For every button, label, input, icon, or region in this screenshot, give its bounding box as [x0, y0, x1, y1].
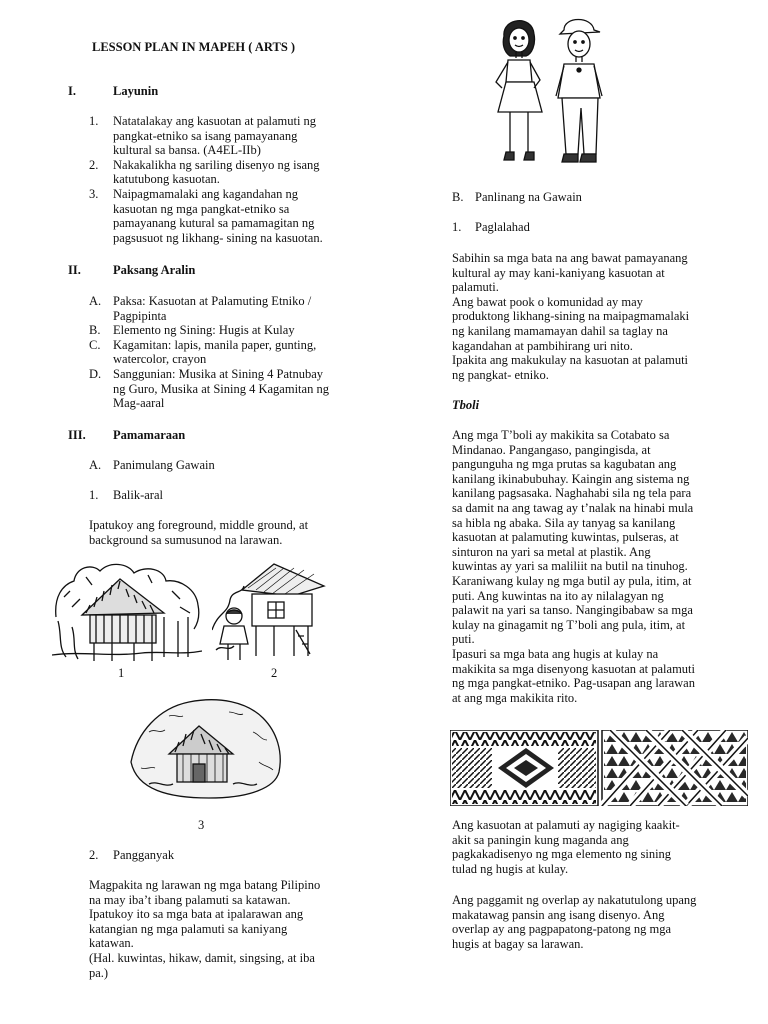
paglalahad-paragraph: Sabihin sa mga bata na ang bawat pamayanang kultural ay may kani-kaniyang kasuotan at palamuti. Ang bawat pook o komunidad ay may produktong likhang-sining na maipagmamalaki ng kanilang mamamayan dahil sa taglay na kagandahan at pambihirang uri nito. Ipakita ang makukulay na kasuotan at palamuti ng pangkat- etniko.: [452, 251, 690, 382]
section-numeral: I.: [68, 84, 76, 98]
tboli-paragraph: Ang mga T’boli ay makikita sa Cotabato sa Mindanao. Pangangaso, pangingisda, at pangunguha ng mga prutas sa kagubatan ang kanilang ikinabubuhay. Kaingin ang sistema ng kanilang pagsasaka. Naghahabi sila ng tela para sa damit na ang tawag ay t’nalak na hinabi mula sa hibla ng abaka. Sila ay tanyag sa kanilang kasuotan at palamuting kuwintas, pulseras, at sinturon na yari sa metal at plastik. Ang kuwintas ay yari sa maliliit na butil na tinuhog. Karaniwang kulay ng mga butil ay pula, itim, at puti. Ang kuwintas na ito ay nilalagyan ng palawit na yari sa tanso. Nangingibabaw sa mga kulay na ginagamit ng T’boli ang pula, itim, at puti. Ipasuri sa mga bata ang hugis at kulay na makikita sa mga disenyong kasuotan at palamuti ng mga pangkat-etniko. Pag-usapan ang larawan at ang mga makikita rito.: [452, 428, 695, 705]
hut-illustration-icon: [52, 557, 202, 665]
step-number: 1.: [89, 488, 99, 502]
page-title: LESSON PLAN IN MAPEH ( ARTS ): [92, 40, 296, 54]
section-numeral: III.: [68, 428, 86, 442]
list-number: 1.: [89, 114, 99, 128]
list-number: B.: [89, 323, 101, 338]
list-text: Elemento ng Sining: Hugis at Kulay: [113, 323, 295, 338]
step-title: Balik-aral: [113, 488, 163, 502]
tboli-heading: Tboli: [452, 398, 480, 412]
list-number: 3.: [89, 186, 99, 201]
list-text: Nakakalikha ng sariling disenyo ng isang katutubong kasuotan.: [113, 157, 320, 187]
list-number: A.: [89, 294, 102, 308]
tboli-pattern-illustration-icon: [450, 730, 748, 806]
section-numeral: II.: [68, 263, 81, 277]
pangganyak-paragraph: Magpakita ng larawan ng mga batang Pilipino na may iba’t ibang palamuti sa katawan. Ipatukoy ito sa mga bata at ipalarawan ang katangian ng mga palamuti sa kaniyang katawan. (Hal. kuwintas, hikaw, damit, singsing, at iba pa.): [89, 878, 321, 980]
list-text: Kagamitan: lapis, manila paper, gunting, watercolor, crayon: [113, 337, 317, 367]
list-item: [89, 367, 374, 411]
figure-label: 2: [271, 666, 278, 680]
subsection-letter: A.: [89, 458, 102, 472]
list-number: C.: [89, 337, 101, 352]
list-text: Sanggunian: Musika at Sining 4 Patnubay ng Guro, Musika at Sining 4 Kagamitan ng Mag-aaral: [113, 366, 329, 411]
paksa-list: [89, 294, 374, 411]
stilt-house-illustration-icon: [212, 560, 330, 662]
subsection-title: Panlinang na Gawain: [475, 190, 582, 204]
section-heading: Layunin: [113, 84, 159, 98]
filipino-children-illustration-icon: [488, 10, 618, 172]
section-heading: Paksang Aralin: [113, 263, 196, 277]
step-title: Pangganyak: [113, 848, 175, 862]
layunin-list: [89, 114, 369, 245]
list-number: D.: [89, 366, 102, 381]
list-item: [89, 323, 374, 338]
subsection-title: Panimulang Gawain: [113, 458, 215, 472]
step-title: Paglalahad: [475, 220, 530, 234]
figure-label: 3: [198, 818, 205, 832]
kasuotan-paragraph: Ang kasuotan at palamuti ay nagiging kaakit- akit sa paningin kung maganda ang pagkakadisenyo ng mga elemento ng sining tulad ng hugis at kulay.: [452, 818, 680, 876]
figure-label: 1: [118, 666, 125, 680]
list-item: [89, 338, 374, 367]
balik-aral-instruction: Ipatukoy ang foreground, middle ground, at background sa sumusunod na larawan.: [89, 518, 309, 547]
hill-hut-illustration-icon: [129, 692, 285, 802]
list-text: Paksa: Kasuotan at Palamuting Etniko / Pagpipinta: [113, 294, 312, 323]
list-item: [89, 187, 369, 245]
list-item: [89, 294, 374, 323]
step-number: 1.: [452, 220, 462, 234]
list-item: [89, 114, 369, 158]
overlap-paragraph: Ang paggamit ng overlap ay nakatutulong upang makatawag pansin ang isang disenyo. Ang overlap ay ang pagpapatong-patong ng mga hugis at bagay sa larawan.: [452, 893, 697, 951]
list-text: Natatalakay ang kasuotan at palamuti ng pangkat-etniko sa isang pamayanang kultural sa bansa. (A4EL-IIb): [113, 114, 317, 158]
subsection-letter: B.: [452, 190, 464, 204]
list-text: Naipagmamalaki ang kagandahan ng kasuotan ng mga pangkat-etniko sa pamayanang kutural sa pamamagitan ng pagsusuot ng likhang- sining na kasuotan.: [113, 186, 323, 245]
list-item: [89, 158, 369, 187]
section-heading: Pamamaraan: [113, 428, 186, 442]
step-number: 2.: [89, 848, 99, 862]
list-number: 2.: [89, 157, 99, 172]
